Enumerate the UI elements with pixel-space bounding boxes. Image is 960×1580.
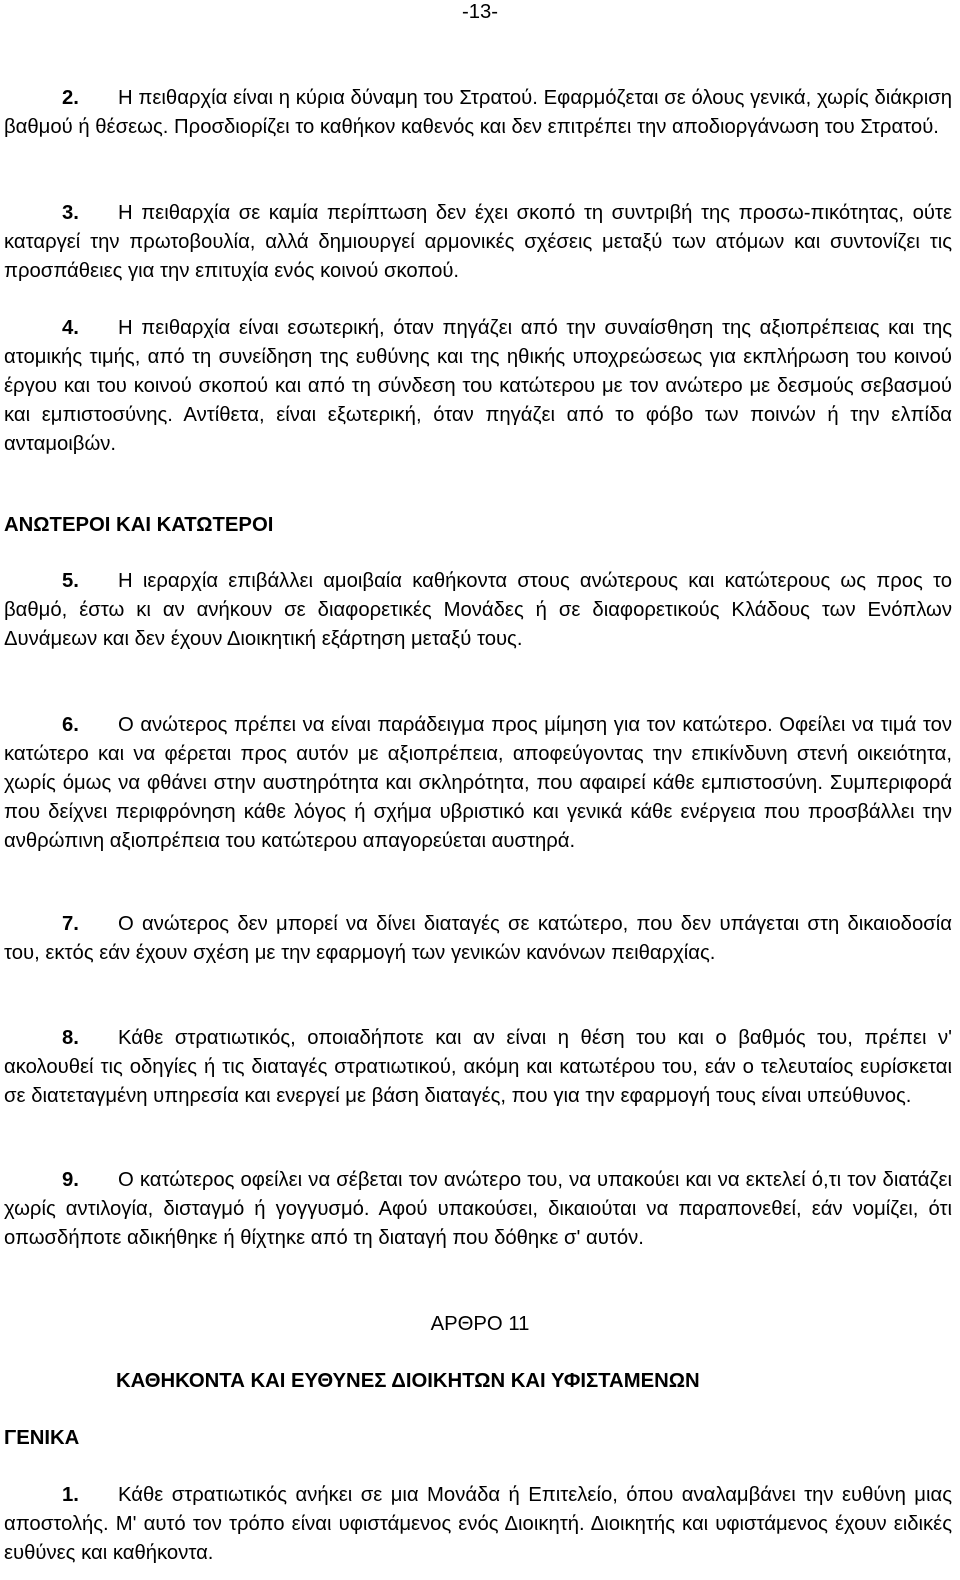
- paragraph-number: 8.: [62, 1027, 79, 1049]
- paragraph-text: Κάθε στρατιωτικός, οποιαδήποτε και αν είναι η θέση του και ο βαθμός του, πρέπει ν' ακολουθεί τις οδηγίες ή τις διαταγές στρατιωτικού, ακόμη και κατωτέρου του, εάν ο τελευταίος ευρίσκεται σε διατεταγμένη υπηρεσία και ενεργεί με βάση διαταγές, που για την εφαρμογή τους είναι υπεύθυνος.: [4, 1027, 952, 1107]
- page-number: -13-: [461, 1, 499, 23]
- paragraph-number: 6.: [62, 714, 79, 736]
- paragraph-text: Η πειθαρχία σε καμία περίπτωση δεν έχει σκοπό τη συντριβή της προσω-πικότητας, ούτε καταργεί την πρωτοβουλία, αλλά δημιουργεί αρμονικές σχέσεις μεταξύ των ατόμων και συντονίζει τις προσπάθειες για την επιτυχία ενός κοινού σκοπού.: [4, 202, 952, 282]
- paragraph-number: 7.: [62, 913, 79, 935]
- paragraph-1-article-11: [4, 1481, 952, 1568]
- article-number: ΑΡΘΡΟ 11: [430, 1313, 530, 1335]
- paragraph-2: [4, 84, 952, 142]
- paragraph-number: 9.: [62, 1169, 79, 1191]
- paragraph-text: Ο ανώτερος πρέπει να είναι παράδειγμα προς μίμηση για τον κατώτερο. Οφείλει να τιμά τον κατώτερο και να φέρεται προς αυτόν με αξιοπρέπεια, αποφεύγοντας την επικίνδυνη στενή οικειότητα, χωρίς όμως να φθάνει στην αυστηρότητα και σκληρότητα, που αφαιρεί κάθε εμπιστοσύνη. Συμπεριφορά που δείχνει περιφρόνηση κάθε λόγος ή σχήμα υβριστικό και γενικά κάθε ενέργεια που προσβάλλει την ανθρώπινη αξιοπρέπεια του κατώτερου απαγορεύεται αυστηρά.: [4, 714, 952, 852]
- paragraph-3: [4, 199, 952, 286]
- paragraph-5: [4, 567, 952, 654]
- paragraph-number: 3.: [62, 202, 79, 224]
- paragraph-text: Η ιεραρχία επιβάλλει αμοιβαία καθήκοντα στους ανώτερους και κατώτερους ως προς το βαθμό, έστω κι αν ανήκουν σε διαφορετικές Μονάδες ή σε διαφορετικούς Κλάδους των Ενόπλων Δυνάμεων και δεν έχουν Διοικητική εξάρτηση μεταξύ τους.: [4, 570, 952, 650]
- paragraph-7: [4, 910, 952, 968]
- paragraph-number: 2.: [62, 87, 79, 109]
- paragraph-8: [4, 1024, 952, 1111]
- paragraph-text: Η πειθαρχία είναι εσωτερική, όταν πηγάζει από την συναίσθηση της αξιοπρέπειας και της ατομικής τιμής, από τη συνείδηση της ευθύνης και της ηθικής υποχρεώσεως για εκπλήρωση του κοινού έργου και του κοινού σκοπού και από τη σύνδεση του κατώτερου με τον ανώτερο με δεσμούς σεβασμού και εμπιστοσύνης. Αντίθετα, είναι εξωτερική, όταν πηγάζει από το φόβο των ποινών ή την ελπίδα ανταμοιβών.: [4, 317, 952, 455]
- paragraph-text: Κάθε στρατιωτικός ανήκει σε μια Μονάδα ή Επιτελείο, όπου αναλαμβάνει την ευθύνη μιας αποστολής. Μ' αυτό τον τρόπο είναι υφιστάμενος ενός Διοικητή. Διοικητής και υφιστάμενος έχουν ειδικές ευθύνες και καθήκοντα.: [4, 1484, 952, 1564]
- section-heading-superiors: ΑΝΩΤΕΡΟΙ ΚΑΙ ΚΑΤΩΤΕΡΟΙ: [4, 514, 274, 536]
- paragraph-number: 1.: [62, 1484, 79, 1506]
- paragraph-number: 4.: [62, 317, 79, 339]
- paragraph-4: [4, 314, 952, 459]
- paragraph-text: Η πειθαρχία είναι η κύρια δύναμη του Στρατού. Εφαρμόζεται σε όλους γενικά, χωρίς διάκριση βαθμού ή θέσεως. Προσδιορίζει το καθήκον καθενός και δεν επιτρέπει την αποδιοργάνωση του Στρατού.: [4, 87, 952, 138]
- paragraph-9: [4, 1166, 952, 1253]
- paragraph-number: 5.: [62, 570, 79, 592]
- article-title: ΚΑΘΗΚΟΝΤΑ ΚΑΙ ΕΥΘΥΝΕΣ ΔΙΟΙΚΗΤΩΝ ΚΑΙ ΥΦΙΣΤΑΜΕΝΩΝ: [116, 1370, 700, 1392]
- paragraph-6: [4, 711, 952, 856]
- section-heading-general: ΓΕΝΙΚΑ: [4, 1427, 80, 1449]
- paragraph-text: Ο κατώτερος οφείλει να σέβεται τον ανώτερο του, να υπακούει και να εκτελεί ό,τι τον διατάζει χωρίς αντιλογία, δισταγμό ή γογγυσμό. Αφού υπακούσει, δικαιούται να παραπονεθεί, εάν νομίζει, ότι οπωσδήποτε αδικήθηκε ή θίχτηκε από τη διαταγή που δόθηκε σ' αυτόν.: [4, 1169, 952, 1249]
- paragraph-text: Ο ανώτερος δεν μπορεί να δίνει διαταγές σε κατώτερο, που δεν υπάγεται στη δικαιοδοσία του, εκτός εάν έχουν σχέση με την εφαρμογή των γενικών κανόνων πειθαρχίας.: [4, 913, 952, 964]
